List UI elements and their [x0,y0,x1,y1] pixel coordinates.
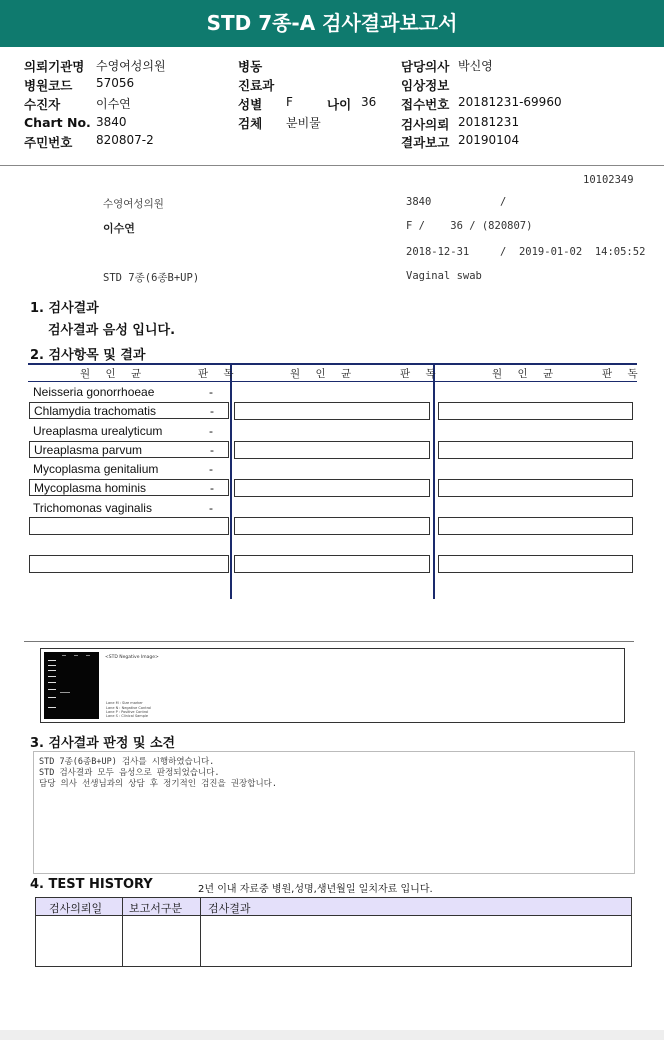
info-sex-age: F / 36 / (820807) [406,220,533,232]
footer-band [0,1030,664,1040]
history-col-result: 검사결과 [208,902,251,915]
history-table [35,897,632,967]
gel-legend-item: Lane M : Size marker [106,701,143,705]
report-title: STD 7종-A 검사결과보고서 [0,0,664,47]
info-clinic: 수영여성의원 [103,198,164,210]
pathogen-row: Chlamydia trachomatis - [29,402,229,419]
history-note: 2년 이내 자료중 병원,성명,생년월일 일치자료 입니다. [198,884,433,895]
info-chart: 3840 [406,196,432,208]
header-receipt-no: 접수번호 20181231-69960 [401,95,562,112]
info-patient: 이수연 [103,222,135,235]
col-header-result-3: 판 독 [602,368,644,380]
empty-row-box [234,517,430,535]
history-col-report-type: 보고서구분 [129,902,183,915]
grid-header-border [28,381,637,382]
header-clinical-info: 임상정보 [401,78,450,93]
grid-top-border [28,363,637,365]
info-date-received: 2018-12-31 [406,246,470,258]
pathogen-row: Trichomonas vaginalis - [33,501,213,515]
header-ward: 병동 [238,59,263,74]
empty-row-box [438,479,633,497]
header-request-date: 검사의뢰 20181231 [401,115,520,132]
header-department: 진료과 [238,78,275,93]
empty-row-box [234,441,430,459]
header-report-date: 결과보고 20190104 [401,133,520,150]
header-hospital-code: 병원코드 57056 [24,76,135,93]
pathogen-row: Mycoplasma hominis - [29,479,229,496]
section4-title: 4. TEST HISTORY [30,877,153,892]
opinion-line: STD 검사결과 모두 음성으로 판정되었습니다. [39,768,220,778]
empty-row-box [234,555,430,573]
history-col-divider [122,898,123,966]
header-sex: 성별 F [238,95,293,112]
header-patient: 수진자 이수연 [24,97,131,112]
col-header-pathogen-3: 원 인 균 [492,368,560,380]
pathogen-row: Ureaplasma urealyticum - [33,424,213,438]
header-doctor: 담당의사 박신영 [401,59,493,74]
header-chart-no: Chart No. 3840 [24,115,127,130]
info-test-name: STD 7종(6종B+UP) [103,272,200,284]
history-col-divider [200,898,201,966]
opinion-box [33,751,635,874]
info-date-reported: / 2019-01-02 14:05:52 [500,246,646,258]
gel-legend-item: Lane S : Clinical Sample [106,714,149,718]
info-specimen: Vaginal swab [406,270,482,282]
pathogen-row: Mycoplasma genitalium - [33,462,213,476]
empty-row-box [438,441,633,459]
header-clinic-name: 의뢰기관명 수영여성의원 [24,59,166,74]
gel-electrophoresis-image [44,652,99,719]
grid-divider-2 [433,363,435,599]
grid-divider-1 [230,363,232,599]
empty-row-box [234,479,430,497]
history-col-request-date: 검사의뢰일 [49,902,103,915]
header-divider [0,165,664,166]
section3-title: 3. 검사결과 판정 및 소견 [30,736,176,751]
col-header-result-1: 판 독 [198,368,240,380]
empty-row-box [438,517,633,535]
gel-image-frame [40,648,625,723]
section1-result: 검사결과 음성 입니다. [48,323,176,338]
header-specimen: 검체 분비물 [238,116,321,131]
col-header-pathogen-1: 원 인 균 [80,368,148,380]
report-code: 10102349 [583,174,634,186]
gel-image-label: <STD Negative Image> [105,655,159,660]
section1-title: 1. 검사결과 [30,301,99,316]
info-chart-separator: / [500,196,507,208]
col-header-result-2: 판 독 [400,368,442,380]
empty-row-box [234,402,430,420]
section2-title: 2. 검사항목 및 결과 [30,348,146,363]
gel-legend-item: Lane N : Negative Control [106,706,152,710]
opinion-line: STD 7종(6종B+UP) 검사를 시행하였습니다. [39,757,215,767]
opinion-line: 담당 의사 선생님과의 상담 후 정기적인 검진을 권장합니다. [39,779,278,789]
header-age: 나이 36 [327,95,377,112]
empty-row-box [29,517,229,535]
empty-row-box [438,402,633,420]
col-header-pathogen-2: 원 인 균 [290,368,358,380]
header-resident-no: 주민번호 820807-2 [24,133,154,150]
empty-row-box [438,555,633,573]
section-divider [24,641,634,642]
pathogen-row: Neisseria gonorrhoeae - [33,385,213,399]
result-grid [28,363,644,599]
empty-row-box [29,555,229,573]
pathogen-row: Ureaplasma parvum - [29,441,229,458]
gel-legend-item: Lane P : Positive Control [106,710,149,714]
history-table-header [36,898,631,916]
